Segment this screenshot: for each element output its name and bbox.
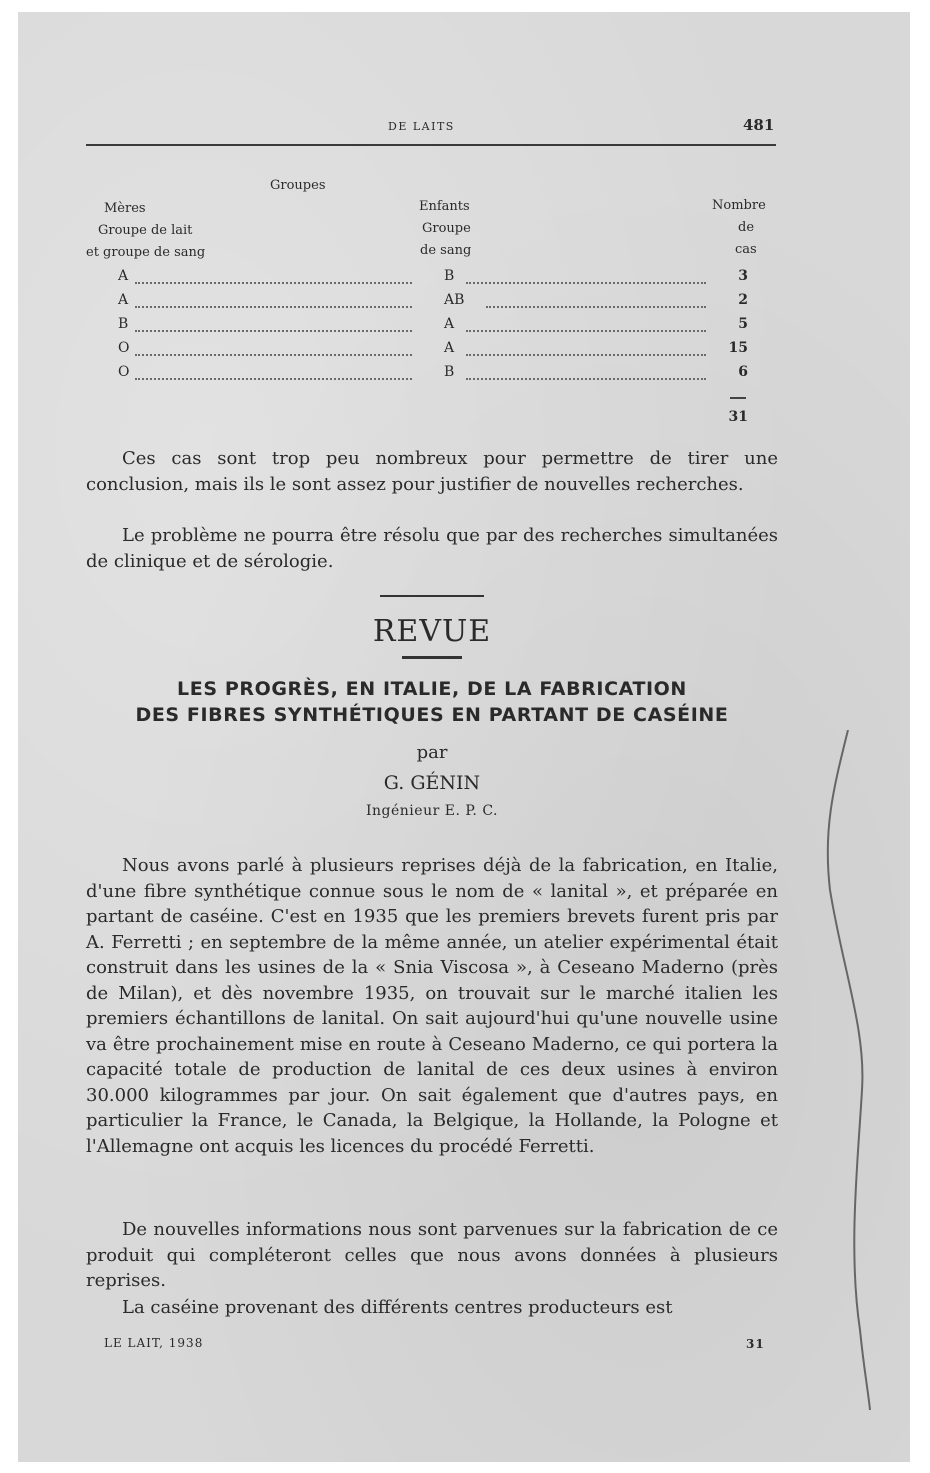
row-5-leader-2 [466,378,706,380]
row-1-count: 3 [738,268,748,284]
row-4-leader [135,354,412,356]
col-count-line2: de [738,220,755,235]
row-5-leader [135,378,412,380]
col-children-line2: Groupe [422,221,471,236]
row-3-count: 5 [738,316,748,332]
row-2-leader [135,306,412,308]
footer-signature: 31 [746,1337,765,1351]
row-3-leader [135,330,412,332]
col-mothers-line3: et groupe de sang [86,245,206,260]
section-title: REVUE [372,614,492,649]
author-name: G. GÉNIN [383,772,481,794]
paragraph-conclusion: Ces cas sont trop peu nombreux pour permettre de tirer une conclusion, mais ils le sont assez pour justifier de nouvelles recherches. [86,448,778,495]
body-paragraph-1: Nous avons parlé à plusieurs reprises déjà de la fabrication, en Italie, d'une fibre synthétique connue sous le nom de « lanital », et préparée en partant de caséine. C'est en 1935 que les premiers brevets furent pris par A. Ferretti ; en septembre de la même année, un atelier expérimental était construit dans les usines de la « Snia Viscosa », à Ceseano Maderno (près de Milan), et dès novembre 1935, on trouvait sur le marché italien les premiers échantillons de lanital. On sait aujourd'hui qu'une nouvelle usine va être prochainement mise en route à Ceseano Maderno, ce qui portera la capacité totale de production de lanital de ces deux usines à environ 30.000 kilogrammes par jour. On sait également que d'autres pays, en particulier la France, le Canada, la Belgique, la Hollande, la Pologne et l'Allemagne ont acquis les licences du procédé Ferretti. [86,855,778,1157]
header-rule [86,144,776,146]
article-title-line2: DES FIBRES SYNTHÉTIQUES EN PARTANT DE CASÉINE [135,704,729,726]
row-2-leader-2 [486,306,706,308]
author-affiliation: Ingénieur E. P. C. [366,803,498,819]
page-number: 481 [743,116,775,134]
row-1-child: B [444,268,455,284]
table-group-heading: Groupes [270,178,326,193]
row-1-mother: A [118,268,129,284]
footer-journal: LE LAIT, 1938 [104,1336,204,1350]
byline-par: par [416,742,448,763]
total-rule [730,397,746,399]
col-mothers-line1: Mères [104,201,146,216]
running-title: DE LAITS [388,120,455,133]
row-4-count: 15 [728,340,748,356]
row-5-count: 6 [738,364,748,380]
col-children-line1: Enfants [419,199,470,214]
body-paragraph-3: La caséine provenant des différents centres producteurs est [122,1297,673,1318]
row-2-child: AB [444,292,465,308]
table-total: 31 [728,409,748,425]
row-1-leader [135,282,412,284]
row-4-leader-2 [466,354,706,356]
col-count-line1: Nombre [712,198,766,213]
row-5-mother: O [118,364,130,380]
col-mothers-line2: Groupe de lait [98,223,193,238]
col-children-line3: de sang [420,243,472,258]
section-rule-top [380,595,484,597]
section-rule-bottom [402,656,462,659]
row-3-child: A [444,316,455,332]
row-4-child: A [444,340,455,356]
body-paragraph-2: De nouvelles informations nous sont parvenues sur la fabrication de ce produit qui compléteront celles que nous avons données à plusieurs reprises. [86,1219,778,1291]
row-1-leader-2 [466,282,706,284]
row-3-mother: B [118,316,129,332]
row-5-child: B [444,364,455,380]
row-4-mother: O [118,340,130,356]
paragraph-problem: Le problème ne pourra être résolu que par des recherches simultanées de clinique et de sérologie. [86,525,778,572]
page-edge-line [818,730,878,1410]
article-title-line1: LES PROGRÈS, EN ITALIE, DE LA FABRICATION [177,678,687,700]
row-3-leader-2 [466,330,706,332]
col-count-line3: cas [735,242,757,257]
row-2-mother: A [118,292,129,308]
row-2-count: 2 [738,292,748,308]
